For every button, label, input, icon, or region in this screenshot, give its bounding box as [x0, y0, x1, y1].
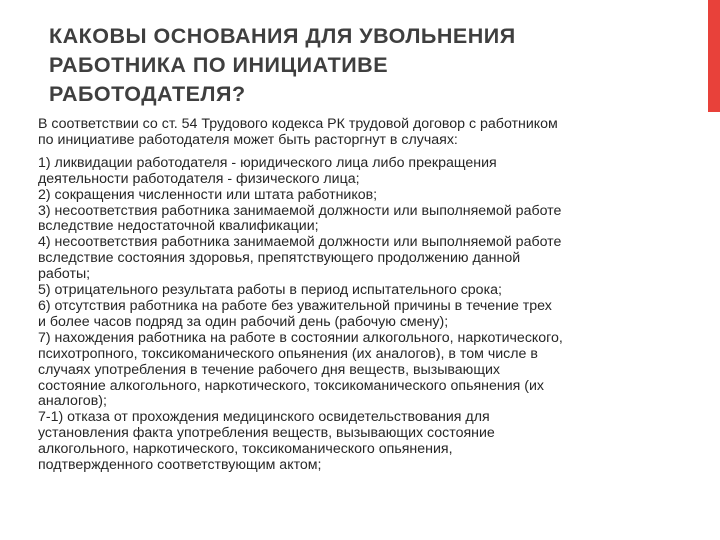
list-line: 3) несоответствия работника занимаемой должности или выполняемой работе: [38, 202, 562, 219]
list-line: 5) отрицательного результата работы в период испытательного срока;: [38, 282, 502, 299]
list-line: подтвержденного соответствующим актом;: [38, 457, 322, 474]
list-line: 7) нахождения работника на работе в состоянии алкогольного, наркотического,: [38, 329, 563, 346]
list-line: состояние алкогольного, наркотического, токсикоманического опьянения (их: [38, 377, 544, 394]
list-line: работы;: [38, 266, 91, 283]
intro-line: по инициативе работодателя может быть расторгнут в случаях:: [38, 131, 458, 148]
list-line: установления факта употребления веществ, вызывающих состояние: [38, 425, 495, 442]
list-line: вследствие недостаточной квалификации;: [38, 218, 319, 235]
list-line: психотропного, токсикоманического опьянения (их аналогов), в том числе в: [38, 345, 538, 362]
list-line: и более часов подряд за один рабочий день (рабочую смену);: [38, 313, 449, 330]
list-line: случаях употребления в течение рабочего дня веществ, вызывающих: [38, 361, 501, 378]
intro-paragraph: [38, 117, 678, 149]
intro-line: В соответствии со ст. 54 Трудового кодекса РК трудовой договор с работником: [38, 116, 558, 132]
slide-body: [38, 117, 678, 474]
title-line: КАКОВЫ ОСНОВАНИЯ ДЛЯ УВОЛЬНЕНИЯ: [49, 24, 516, 48]
slide-title: [49, 22, 689, 109]
accent-bar: [708, 0, 720, 112]
list-line: 7-1) отказа от прохождения медицинского освидетельствования для: [38, 409, 490, 426]
list-line: алкогольного, наркотического, токсикоманического опьянения,: [38, 441, 453, 458]
title-line: РАБОТНИКА ПО ИНИЦИАТИВЕ: [49, 53, 389, 77]
list-line: 2) сокращения численности или штата работников;: [38, 186, 378, 203]
list-line: аналогов);: [38, 393, 107, 410]
title-line: РАБОТОДАТЕЛЯ?: [49, 82, 246, 106]
list-line: 1) ликвидации работодателя - юридического лица либо прекращения: [38, 154, 497, 171]
list-line: вследствие состояния здоровья, препятствующего продолжению данной: [38, 250, 521, 267]
list-line: 4) несоответствия работника занимаемой должности или выполняемой работе: [38, 234, 562, 251]
list-line: 6) отсутствия работника на работе без уважительной причины в течение трех: [38, 297, 552, 314]
list-line: деятельности работодателя - физического лица;: [38, 170, 360, 187]
grounds-list: [38, 156, 678, 474]
